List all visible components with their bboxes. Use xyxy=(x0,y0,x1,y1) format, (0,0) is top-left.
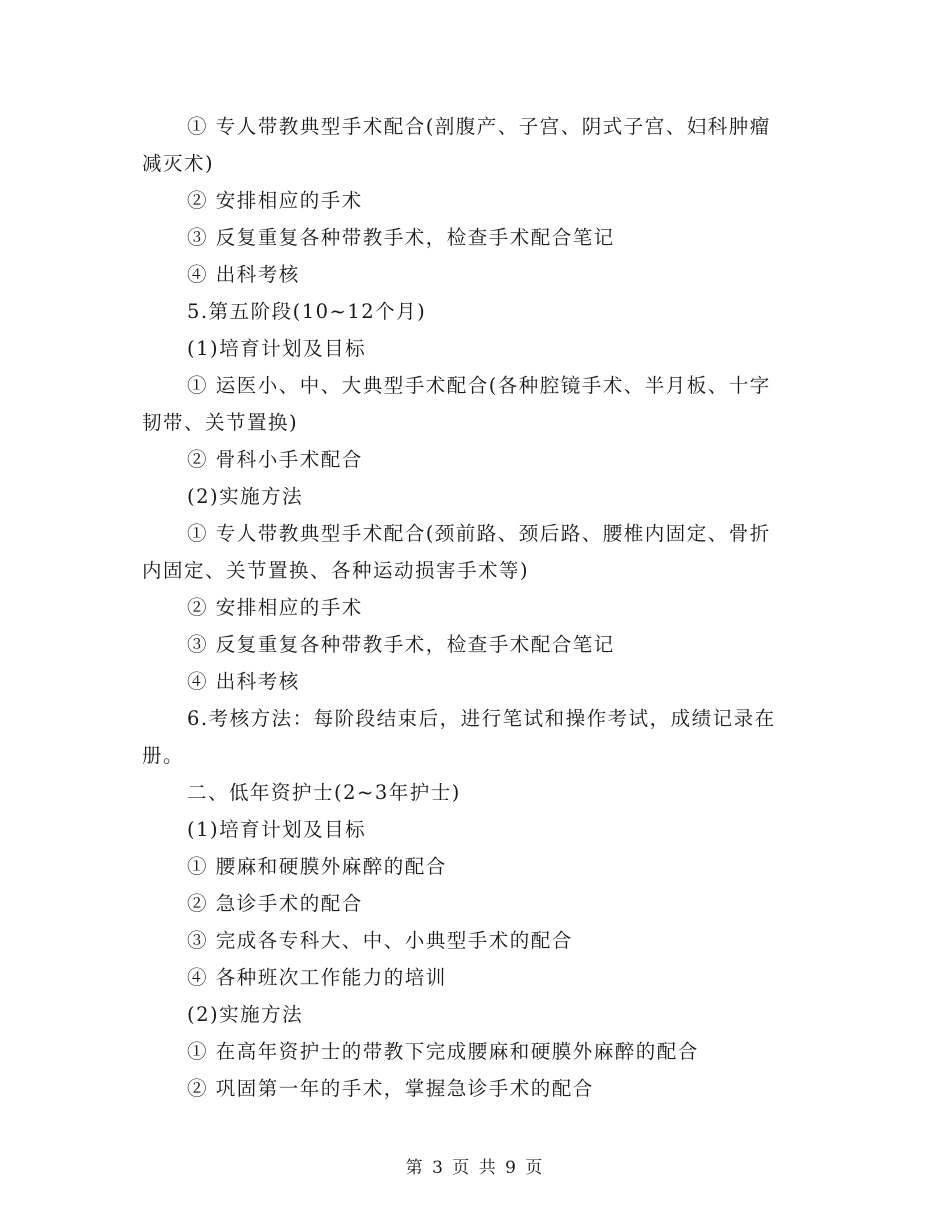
text-line: (2)实施方法 xyxy=(187,485,304,508)
document-body xyxy=(142,108,802,1107)
text-line: ① 腰麻和硬膜外麻醉的配合 xyxy=(187,855,447,878)
text-line: ④ 出科考核 xyxy=(187,263,300,286)
text-line: ① 运医小、中、大典型手术配合(各种腔镜手术、半月板、十字 xyxy=(187,374,771,397)
text-line: ② 骨科小手术配合 xyxy=(187,448,363,471)
text-line: ① 在高年资护士的带教下完成腰麻和硬膜外麻醉的配合 xyxy=(187,1040,699,1063)
text-line: 5.第五阶段(10~12个月) xyxy=(187,300,427,323)
text-line: 6.考核方法：每阶段结束后，进行笔试和操作考试，成绩记录在 xyxy=(187,707,776,730)
text-line: ③ 反复重复各种带教手术，检查手术配合笔记 xyxy=(187,226,615,249)
text-line: 减灭术) xyxy=(142,152,215,175)
text-line: (1)培育计划及目标 xyxy=(187,337,367,360)
text-line: 韧带、关节置换) xyxy=(142,411,299,434)
text-line: ② 巩固第一年的手术，掌握急诊手术的配合 xyxy=(187,1077,594,1100)
text-line: ④ 各种班次工作能力的培训 xyxy=(187,966,447,989)
text-line: ① 专人带教典型手术配合(剖腹产、子宫、阴式子宫、妇科肿瘤 xyxy=(187,115,771,138)
text-line: ① 专人带教典型手术配合(颈前路、颈后路、腰椎内固定、骨折 xyxy=(187,522,771,545)
text-line: ② 安排相应的手术 xyxy=(187,596,363,619)
text-line: ② 安排相应的手术 xyxy=(187,189,363,212)
text-line: ④ 出科考核 xyxy=(187,670,300,693)
text-line: 内固定、关节置换、各种运动损害手术等) xyxy=(142,559,530,582)
text-line: ③ 完成各专科大、中、小典型手术的配合 xyxy=(187,929,573,952)
page-number-footer: 第 3 页 共 9 页 xyxy=(405,1158,545,1178)
text-line: (2)实施方法 xyxy=(187,1003,304,1026)
text-line: (1)培育计划及目标 xyxy=(187,818,367,841)
text-line: 册。 xyxy=(142,744,185,767)
text-line: ② 急诊手术的配合 xyxy=(187,892,363,915)
text-line: 二、低年资护士(2~3年护士) xyxy=(187,781,461,804)
text-line: ③ 反复重复各种带教手术，检查手术配合笔记 xyxy=(187,633,615,656)
